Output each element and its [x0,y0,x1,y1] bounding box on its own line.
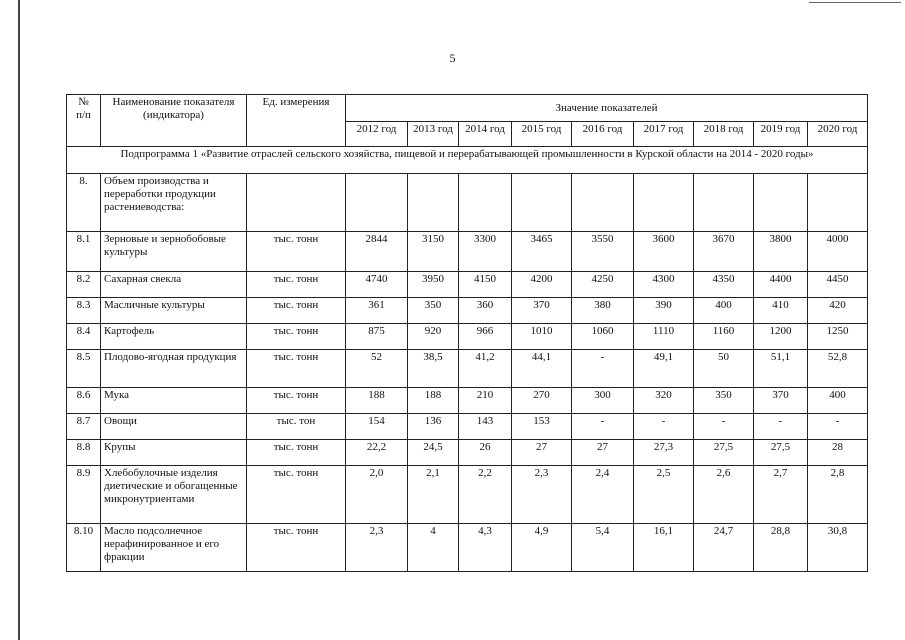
row-value: 1250 [808,324,868,350]
table-row [67,524,868,572]
row-value [512,174,572,232]
table-row [67,414,868,440]
row-unit: тыс. тонн [247,350,346,388]
row-value [459,174,512,232]
row-value: 188 [408,388,459,414]
row-value: 4740 [346,272,408,298]
row-value: 2,3 [346,524,408,572]
table-row [67,272,868,298]
page-top-rule [809,2,901,3]
row-unit: тыс. тонн [247,388,346,414]
row-value: - [808,414,868,440]
row-value: 49,1 [634,350,694,388]
row-value: 390 [634,298,694,324]
header-year: 2018 год [694,122,754,147]
row-value: 143 [459,414,512,440]
row-value: 1010 [512,324,572,350]
row-value: 2,7 [754,466,808,524]
row-value: 4300 [634,272,694,298]
row-value: 920 [408,324,459,350]
row-unit: тыс. тонн [247,524,346,572]
row-value: - [634,414,694,440]
row-value: 52 [346,350,408,388]
header-unit: Ед. измерения [247,95,346,147]
row-value: 30,8 [808,524,868,572]
row-value: 270 [512,388,572,414]
row-unit: тыс. тонн [247,324,346,350]
row-value: 361 [346,298,408,324]
header-year: 2016 год [572,122,634,147]
row-num: 8.6 [67,388,101,414]
row-value: 1110 [634,324,694,350]
table-row [67,388,868,414]
row-value: 136 [408,414,459,440]
row-name: Объем производства и переработки продукции растениеводства: [101,174,247,232]
row-value: 24,5 [408,440,459,466]
row-value: - [754,414,808,440]
row-value: 51,1 [754,350,808,388]
indicators-table [66,94,868,572]
row-value: 210 [459,388,512,414]
row-num: 8.9 [67,466,101,524]
row-value: 50 [694,350,754,388]
row-name: Крупы [101,440,247,466]
row-value: 2,8 [808,466,868,524]
row-value: 1160 [694,324,754,350]
row-value: 27 [512,440,572,466]
table-row [67,174,868,232]
row-value: 2,3 [512,466,572,524]
row-value: 410 [754,298,808,324]
row-num: 8.4 [67,324,101,350]
row-unit: тыс. тон [247,414,346,440]
row-value [808,174,868,232]
row-value: 4,3 [459,524,512,572]
header-year: 2017 год [634,122,694,147]
row-num: 8.1 [67,232,101,272]
table-row [67,324,868,350]
row-value: 3550 [572,232,634,272]
table-row [67,466,868,524]
row-value: 400 [808,388,868,414]
row-num: 8.3 [67,298,101,324]
row-value: 1060 [572,324,634,350]
row-value: 4 [408,524,459,572]
row-value: 400 [694,298,754,324]
header-year: 2019 год [754,122,808,147]
row-value [572,174,634,232]
row-value: 3150 [408,232,459,272]
row-value: 4400 [754,272,808,298]
row-value [346,174,408,232]
row-value: 5,4 [572,524,634,572]
row-value: 154 [346,414,408,440]
row-value: 420 [808,298,868,324]
row-value [754,174,808,232]
row-name: Овощи [101,414,247,440]
row-value: 4200 [512,272,572,298]
row-value: 28 [808,440,868,466]
row-value: 27,3 [634,440,694,466]
row-value: 22,2 [346,440,408,466]
header-year: 2012 год [346,122,408,147]
row-value: 370 [512,298,572,324]
row-value: 320 [634,388,694,414]
row-value: 4000 [808,232,868,272]
row-name: Картофель [101,324,247,350]
header-num: № п/п [67,95,101,147]
row-value [694,174,754,232]
page-number: 5 [449,51,456,65]
row-value: 3800 [754,232,808,272]
header-year: 2015 год [512,122,572,147]
row-value: 24,7 [694,524,754,572]
row-value: - [694,414,754,440]
header-year: 2014 год [459,122,512,147]
row-value: 2,5 [634,466,694,524]
row-unit: тыс. тонн [247,298,346,324]
row-num: 8.7 [67,414,101,440]
row-value: 875 [346,324,408,350]
page-left-rule [18,0,20,640]
row-value: 27,5 [694,440,754,466]
row-value: - [572,350,634,388]
row-value: 2,1 [408,466,459,524]
header-year: 2020 год [808,122,868,147]
row-value: 3465 [512,232,572,272]
row-value: 26 [459,440,512,466]
table-row [67,232,868,272]
header-name: Наименование показателя (индикатора) [101,95,247,147]
row-value [408,174,459,232]
row-name: Масло подсолнечное нерафинированное и его фракции [101,524,247,572]
row-value: 1200 [754,324,808,350]
row-num: 8.10 [67,524,101,572]
row-value [634,174,694,232]
row-value: 360 [459,298,512,324]
row-name: Сахарная свекла [101,272,247,298]
row-unit [247,174,346,232]
row-value: 300 [572,388,634,414]
row-value: - [572,414,634,440]
subprogram-title: Подпрограмма 1 «Развитие отраслей сельского хозяйства, пищевой и перерабатывающей промышленности в Курской области на 2014 - 2020 годы» [67,147,868,174]
row-unit: тыс. тонн [247,232,346,272]
row-value: 370 [754,388,808,414]
row-name: Масличные культуры [101,298,247,324]
row-name: Плодово-ягодная продукция [101,350,247,388]
row-value: 44,1 [512,350,572,388]
row-num: 8.5 [67,350,101,388]
row-value: 153 [512,414,572,440]
row-unit: тыс. тонн [247,440,346,466]
header-values: Значение показателей [346,95,868,122]
row-unit: тыс. тонн [247,272,346,298]
row-name: Зерновые и зернобобовые культуры [101,232,247,272]
row-unit: тыс. тонн [247,466,346,524]
row-value: 16,1 [634,524,694,572]
row-value: 2,2 [459,466,512,524]
row-value: 3600 [634,232,694,272]
row-value: 966 [459,324,512,350]
row-value: 52,8 [808,350,868,388]
row-num: 8. [67,174,101,232]
row-value: 350 [408,298,459,324]
row-value: 4450 [808,272,868,298]
row-value: 3670 [694,232,754,272]
row-name: Мука [101,388,247,414]
row-value: 27 [572,440,634,466]
table-row [67,440,868,466]
row-value: 4,9 [512,524,572,572]
row-value: 27,5 [754,440,808,466]
table-row [67,298,868,324]
row-value: 4150 [459,272,512,298]
header-year: 2013 год [408,122,459,147]
row-value: 350 [694,388,754,414]
row-value: 38,5 [408,350,459,388]
row-value: 4350 [694,272,754,298]
row-value: 3950 [408,272,459,298]
table-row [67,350,868,388]
row-value: 2,6 [694,466,754,524]
row-value: 28,8 [754,524,808,572]
row-value: 3300 [459,232,512,272]
row-value: 41,2 [459,350,512,388]
row-num: 8.8 [67,440,101,466]
row-value: 2,4 [572,466,634,524]
row-value: 188 [346,388,408,414]
row-value: 2844 [346,232,408,272]
row-value: 380 [572,298,634,324]
row-name: Хлебобулочные изделия диетические и обогащенные микронутриентами [101,466,247,524]
row-num: 8.2 [67,272,101,298]
row-value: 2,0 [346,466,408,524]
row-value: 4250 [572,272,634,298]
